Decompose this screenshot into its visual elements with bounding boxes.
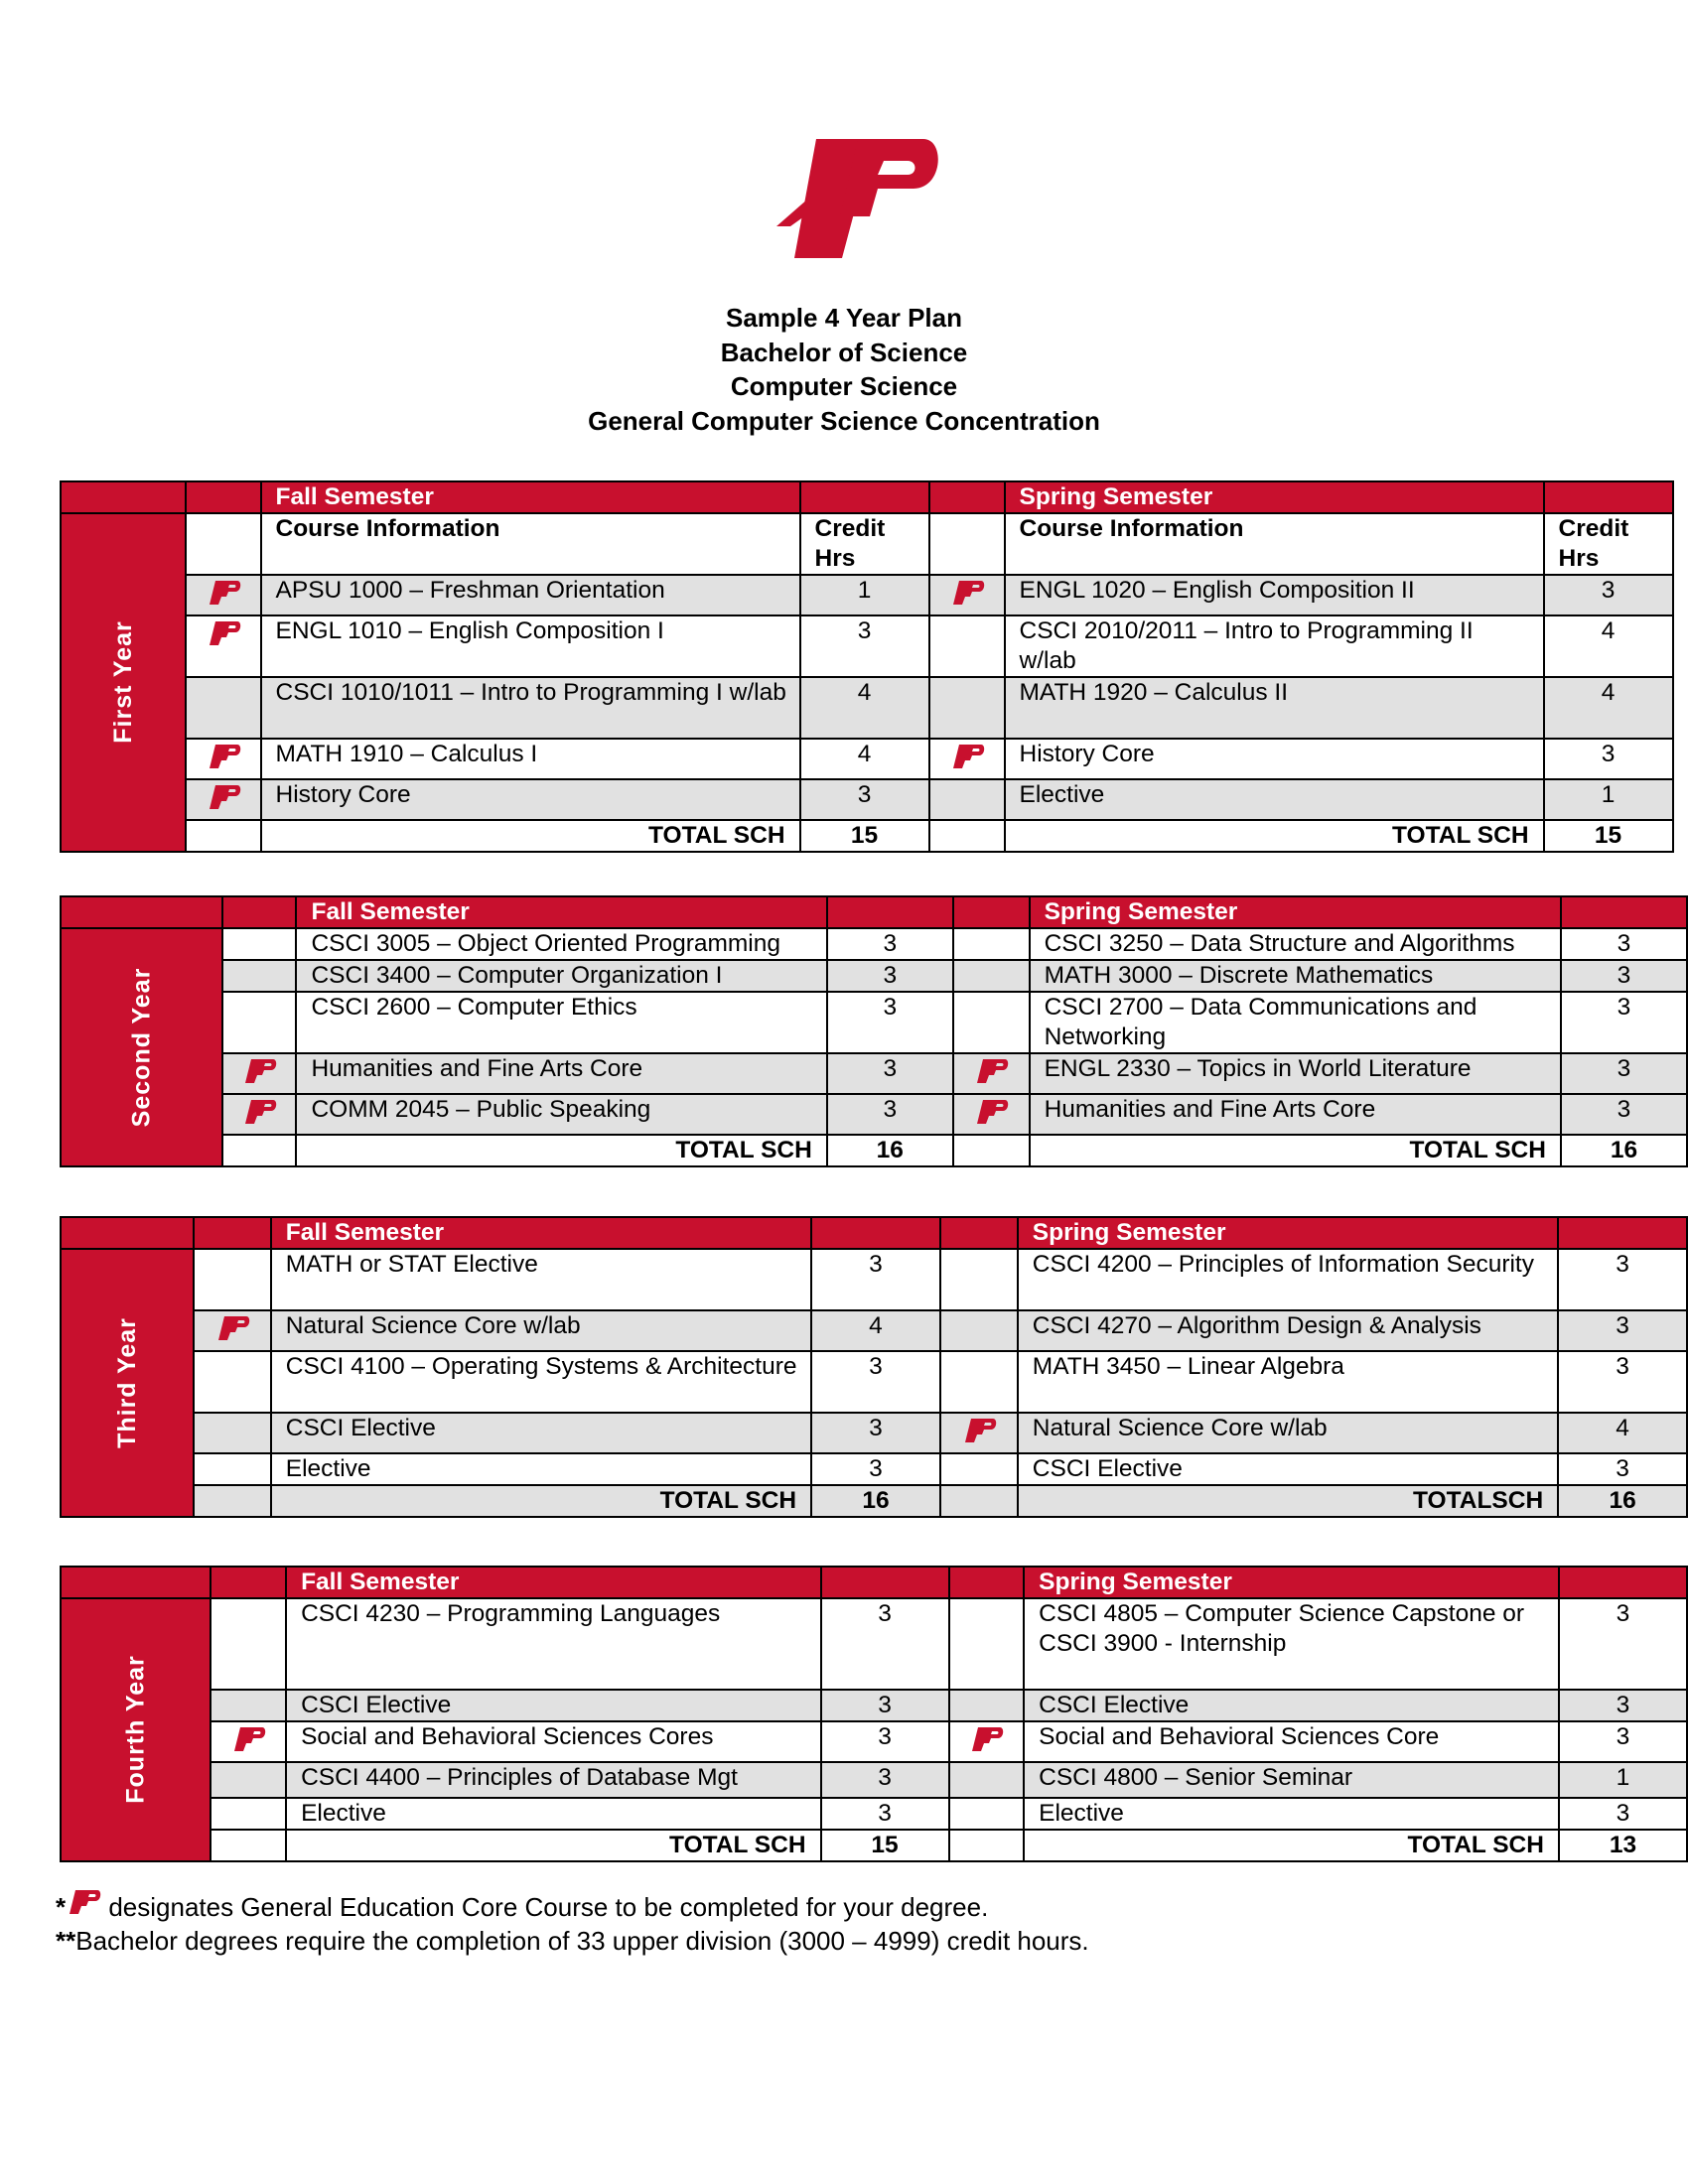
ap-core-icon [206, 783, 241, 819]
ap-core-icon [973, 1057, 1009, 1093]
fall-credit: 3 [800, 779, 929, 820]
core-marker-cell [940, 1413, 1018, 1453]
core-marker-cell [953, 1094, 1030, 1135]
header-spacer [211, 1567, 286, 1598]
total-spacer [953, 1135, 1030, 1166]
fall-course: ENGL 1010 – English Composition I [261, 615, 800, 677]
year-label-cell [61, 513, 186, 852]
fall-total-value: 15 [800, 820, 929, 852]
core-marker-cell [186, 575, 261, 615]
fall-total-value: 15 [821, 1830, 949, 1861]
fall-total-label: TOTAL SCH [296, 1135, 826, 1166]
ap-core-icon [968, 1725, 1004, 1761]
spring-course: CSCI 4805 – Computer Science Capstone or CSCI 3900 - Internship [1024, 1598, 1559, 1690]
fall-credit: 3 [821, 1690, 949, 1721]
spring-course: CSCI Elective [1024, 1690, 1559, 1721]
fall-course: CSCI 3400 – Computer Organization I [296, 960, 826, 992]
core-marker-cell [194, 1413, 271, 1453]
total-spacer [949, 1830, 1025, 1861]
ap-core-icon [66, 1892, 101, 1922]
fall-course: CSCI 4400 – Principles of Database Mgt [286, 1762, 820, 1798]
fall-credit: 3 [827, 1053, 953, 1094]
spring-course: CSCI Elective [1018, 1453, 1558, 1485]
fall-course: Natural Science Core w/lab [271, 1310, 811, 1351]
core-marker-cell [211, 1598, 286, 1690]
fall-course: CSCI 3005 – Object Oriented Programming [296, 928, 826, 960]
core-marker-cell [194, 1310, 271, 1351]
spring-credit: 3 [1561, 960, 1687, 992]
table-row [61, 1249, 1687, 1310]
fall-course: Humanities and Fine Arts Core [296, 1053, 826, 1094]
fall-credit: 3 [821, 1721, 949, 1762]
title-line: Sample 4 Year Plan [726, 303, 962, 333]
year-label: Third Year [112, 1316, 141, 1448]
spring-credit: 4 [1544, 677, 1673, 739]
ap-core-icon [961, 1417, 997, 1452]
table-row [61, 1053, 1687, 1094]
ap-core-icon [206, 743, 241, 778]
footnote-star: ** [56, 1926, 76, 1956]
spring-credit: 3 [1559, 1721, 1687, 1762]
table-row [61, 739, 1673, 779]
table-row [61, 1453, 1687, 1485]
table-row [61, 928, 1687, 960]
fall-credit: 4 [800, 677, 929, 739]
table-row [61, 1798, 1687, 1830]
spring-course: CSCI 4200 – Principles of Information Security [1018, 1249, 1558, 1310]
spring-credit: 3 [1561, 1053, 1687, 1094]
spring-course: CSCI 2010/2011 – Intro to Programming II w/lab [1005, 615, 1544, 677]
fall-credit: 4 [811, 1310, 940, 1351]
footnote-core [56, 1888, 1089, 1924]
ap-logo-icon [747, 99, 945, 268]
fall-semester-header: Fall Semester [261, 481, 800, 513]
core-marker-cell [222, 992, 297, 1053]
fall-course: COMM 2045 – Public Speaking [296, 1094, 826, 1135]
title-line: Bachelor of Science [720, 337, 968, 367]
header-spacer [827, 896, 953, 928]
icon-column-header [186, 513, 261, 575]
header-spacer [61, 481, 186, 513]
apsu-logo [747, 99, 945, 268]
fall-course: Elective [271, 1453, 811, 1485]
spring-course: CSCI 3250 – Data Structure and Algorithms [1030, 928, 1561, 960]
icon-column-header [929, 513, 1005, 575]
year-label-cell [61, 1598, 211, 1861]
fall-total-label: TOTAL SCH [271, 1485, 811, 1517]
spring-credit: 3 [1558, 1249, 1687, 1310]
fall-credit: 4 [800, 739, 929, 779]
header-spacer [940, 1217, 1018, 1249]
table-row [61, 1310, 1687, 1351]
fall-total-value: 16 [827, 1135, 953, 1166]
spring-credit: 3 [1544, 739, 1673, 779]
total-spacer [222, 1135, 297, 1166]
ap-core-icon [949, 743, 985, 778]
core-marker-cell [940, 1351, 1018, 1413]
course-info-header: Course Information [1005, 513, 1544, 575]
header-spacer [1558, 1217, 1687, 1249]
year-plan-table [60, 1566, 1688, 1862]
fall-course: CSCI 4100 – Operating Systems & Architecture [271, 1351, 811, 1413]
spring-credit: 4 [1558, 1413, 1687, 1453]
core-marker-cell [953, 992, 1030, 1053]
year-label: Second Year [127, 967, 156, 1127]
table-row [61, 615, 1673, 677]
table-row [61, 1690, 1687, 1721]
fall-course: CSCI 1010/1011 – Intro to Programming I w/lab [261, 677, 800, 739]
spring-total-value: 16 [1561, 1135, 1687, 1166]
spring-semester-header: Spring Semester [1024, 1567, 1559, 1598]
fall-credit: 3 [821, 1762, 949, 1798]
spring-total-value: 13 [1559, 1830, 1687, 1861]
spring-course: MATH 3000 – Discrete Mathematics [1030, 960, 1561, 992]
fall-course: Elective [286, 1798, 820, 1830]
core-marker-cell [929, 615, 1005, 677]
spring-credit: 3 [1558, 1453, 1687, 1485]
fall-credit: 3 [811, 1453, 940, 1485]
ap-core-icon [973, 1098, 1009, 1134]
fall-credit: 3 [827, 992, 953, 1053]
core-marker-cell [211, 1721, 286, 1762]
core-marker-cell [949, 1798, 1025, 1830]
spring-credit: 3 [1544, 575, 1673, 615]
spring-course: MATH 3450 – Linear Algebra [1018, 1351, 1558, 1413]
spring-semester-header: Spring Semester [1030, 896, 1561, 928]
table-row [61, 1094, 1687, 1135]
header-spacer [222, 896, 297, 928]
core-marker-cell [186, 739, 261, 779]
ap-core-icon [241, 1057, 277, 1093]
year-label: First Year [108, 620, 137, 744]
core-marker-cell [222, 928, 297, 960]
total-row [61, 820, 1673, 852]
year-plan-table [60, 895, 1688, 1167]
spring-credit: 3 [1559, 1598, 1687, 1690]
core-marker-cell [929, 575, 1005, 615]
spring-course: Natural Science Core w/lab [1018, 1413, 1558, 1453]
spring-credit: 3 [1561, 992, 1687, 1053]
fall-course: APSU 1000 – Freshman Orientation [261, 575, 800, 615]
spring-total-label: TOTALSCH [1018, 1485, 1558, 1517]
header-spacer [1544, 481, 1673, 513]
fall-total-label: TOTAL SCH [261, 820, 800, 852]
core-marker-cell [194, 1453, 271, 1485]
spring-course: History Core [1005, 739, 1544, 779]
core-marker-cell [194, 1351, 271, 1413]
total-spacer [186, 820, 261, 852]
core-marker-cell [949, 1762, 1025, 1798]
header-spacer [800, 481, 929, 513]
table-row [61, 1721, 1687, 1762]
fall-course: MATH 1910 – Calculus I [261, 739, 800, 779]
footnotes [56, 1888, 1089, 1958]
fall-credit: 3 [821, 1598, 949, 1690]
ap-core-icon [214, 1314, 250, 1350]
spring-total-label: TOTAL SCH [1024, 1830, 1559, 1861]
spring-semester-header: Spring Semester [1018, 1217, 1558, 1249]
year-label-cell [61, 1249, 194, 1517]
footnote-text: designates General Education Core Course to be completed for your degree. [101, 1892, 989, 1922]
year-label-cell [61, 928, 222, 1166]
header-spacer [949, 1567, 1025, 1598]
spring-semester-header: Spring Semester [1005, 481, 1544, 513]
spring-total-value: 15 [1544, 820, 1673, 852]
spring-course: Humanities and Fine Arts Core [1030, 1094, 1561, 1135]
spring-course: MATH 1920 – Calculus II [1005, 677, 1544, 739]
fall-course: CSCI Elective [271, 1413, 811, 1453]
fall-credit: 3 [821, 1798, 949, 1830]
fall-credit: 1 [800, 575, 929, 615]
spring-course: ENGL 2330 – Topics in World Literature [1030, 1053, 1561, 1094]
fall-credit: 3 [827, 1094, 953, 1135]
core-marker-cell [929, 739, 1005, 779]
core-marker-cell [940, 1249, 1018, 1310]
core-marker-cell [222, 1094, 297, 1135]
fall-credit: 3 [811, 1249, 940, 1310]
core-marker-cell [222, 1053, 297, 1094]
fall-course: MATH or STAT Elective [271, 1249, 811, 1310]
total-row [61, 1485, 1687, 1517]
table-row [61, 992, 1687, 1053]
fall-credit: 3 [800, 615, 929, 677]
fall-course: Social and Behavioral Sciences Cores [286, 1721, 820, 1762]
footnote-star: * [56, 1892, 67, 1922]
spring-credit: 3 [1558, 1351, 1687, 1413]
header-spacer [953, 896, 1030, 928]
fall-credit: 3 [811, 1413, 940, 1453]
core-marker-cell [929, 677, 1005, 739]
spring-credit: 1 [1544, 779, 1673, 820]
fall-total-label: TOTAL SCH [286, 1830, 820, 1861]
table-row [61, 960, 1687, 992]
table-row [61, 779, 1673, 820]
header-spacer [194, 1217, 271, 1249]
spring-course: CSCI 4800 – Senior Seminar [1024, 1762, 1559, 1798]
spring-course: CSCI 2700 – Data Communications and Networking [1030, 992, 1561, 1053]
plan-title-block [0, 301, 1688, 438]
table-row [61, 575, 1673, 615]
spring-total-label: TOTAL SCH [1005, 820, 1544, 852]
title-line: Computer Science [730, 371, 958, 401]
total-spacer [940, 1485, 1018, 1517]
header-spacer [1561, 896, 1687, 928]
total-spacer [929, 820, 1005, 852]
core-marker-cell [186, 677, 261, 739]
core-marker-cell [211, 1690, 286, 1721]
spring-total-label: TOTAL SCH [1030, 1135, 1561, 1166]
core-marker-cell [186, 779, 261, 820]
header-spacer [61, 896, 222, 928]
footnote-text: Bachelor degrees require the completion of 33 upper division (3000 – 4999) credit hours. [75, 1926, 1089, 1956]
table-row [61, 1351, 1687, 1413]
ap-core-icon [230, 1725, 266, 1761]
total-spacer [211, 1830, 286, 1861]
core-marker-cell [953, 1053, 1030, 1094]
spring-course: Elective [1005, 779, 1544, 820]
table-row [61, 677, 1673, 739]
credit-hrs-header: Credit Hrs [1544, 513, 1673, 575]
spring-total-value: 16 [1558, 1485, 1687, 1517]
core-marker-cell [222, 960, 297, 992]
fall-course: CSCI Elective [286, 1690, 820, 1721]
fall-credit: 3 [811, 1351, 940, 1413]
spring-credit: 3 [1561, 1094, 1687, 1135]
core-marker-cell [940, 1453, 1018, 1485]
title-line: General Computer Science Concentration [588, 405, 1100, 436]
core-marker-cell [186, 615, 261, 677]
total-row [61, 1135, 1687, 1166]
fall-semester-header: Fall Semester [296, 896, 826, 928]
spring-course: ENGL 1020 – English Composition II [1005, 575, 1544, 615]
header-spacer [929, 481, 1005, 513]
header-spacer [186, 481, 261, 513]
table-row [61, 1413, 1687, 1453]
fall-credit: 3 [827, 960, 953, 992]
header-spacer [61, 1567, 211, 1598]
spring-credit: 4 [1544, 615, 1673, 677]
table-row [61, 1762, 1687, 1798]
total-row [61, 1830, 1687, 1861]
spring-credit: 3 [1561, 928, 1687, 960]
table-row [61, 1598, 1687, 1690]
ap-core-icon [241, 1098, 277, 1134]
footnote-upper-division [56, 1924, 1089, 1958]
ap-core-icon [206, 619, 241, 655]
core-marker-cell [953, 928, 1030, 960]
credit-hrs-header: Credit Hrs [800, 513, 929, 575]
spring-course: Social and Behavioral Sciences Core [1024, 1721, 1559, 1762]
core-marker-cell [949, 1598, 1025, 1690]
spring-credit: 3 [1559, 1690, 1687, 1721]
core-marker-cell [211, 1798, 286, 1830]
ap-core-icon [949, 579, 985, 614]
spring-course: CSCI 4270 – Algorithm Design & Analysis [1018, 1310, 1558, 1351]
fall-course: History Core [261, 779, 800, 820]
header-spacer [61, 1217, 194, 1249]
header-spacer [811, 1217, 940, 1249]
year-plan-table [60, 1216, 1688, 1518]
ap-core-icon [206, 579, 241, 614]
header-spacer [821, 1567, 949, 1598]
fall-credit: 3 [827, 928, 953, 960]
total-spacer [194, 1485, 271, 1517]
spring-credit: 3 [1559, 1798, 1687, 1830]
core-marker-cell [949, 1721, 1025, 1762]
year-plan-table [60, 480, 1674, 853]
core-marker-cell [940, 1310, 1018, 1351]
fall-semester-header: Fall Semester [286, 1567, 820, 1598]
core-marker-cell [953, 960, 1030, 992]
core-marker-cell [929, 779, 1005, 820]
core-marker-cell [949, 1690, 1025, 1721]
spring-credit: 3 [1558, 1310, 1687, 1351]
header-spacer [1559, 1567, 1687, 1598]
core-marker-cell [194, 1249, 271, 1310]
course-info-header: Course Information [261, 513, 800, 575]
spring-course: Elective [1024, 1798, 1559, 1830]
fall-course: CSCI 2600 – Computer Ethics [296, 992, 826, 1053]
core-marker-cell [211, 1762, 286, 1798]
year-label: Fourth Year [121, 1655, 150, 1804]
spring-credit: 1 [1559, 1762, 1687, 1798]
fall-course: CSCI 4230 – Programming Languages [286, 1598, 820, 1690]
fall-semester-header: Fall Semester [271, 1217, 811, 1249]
fall-total-value: 16 [811, 1485, 940, 1517]
